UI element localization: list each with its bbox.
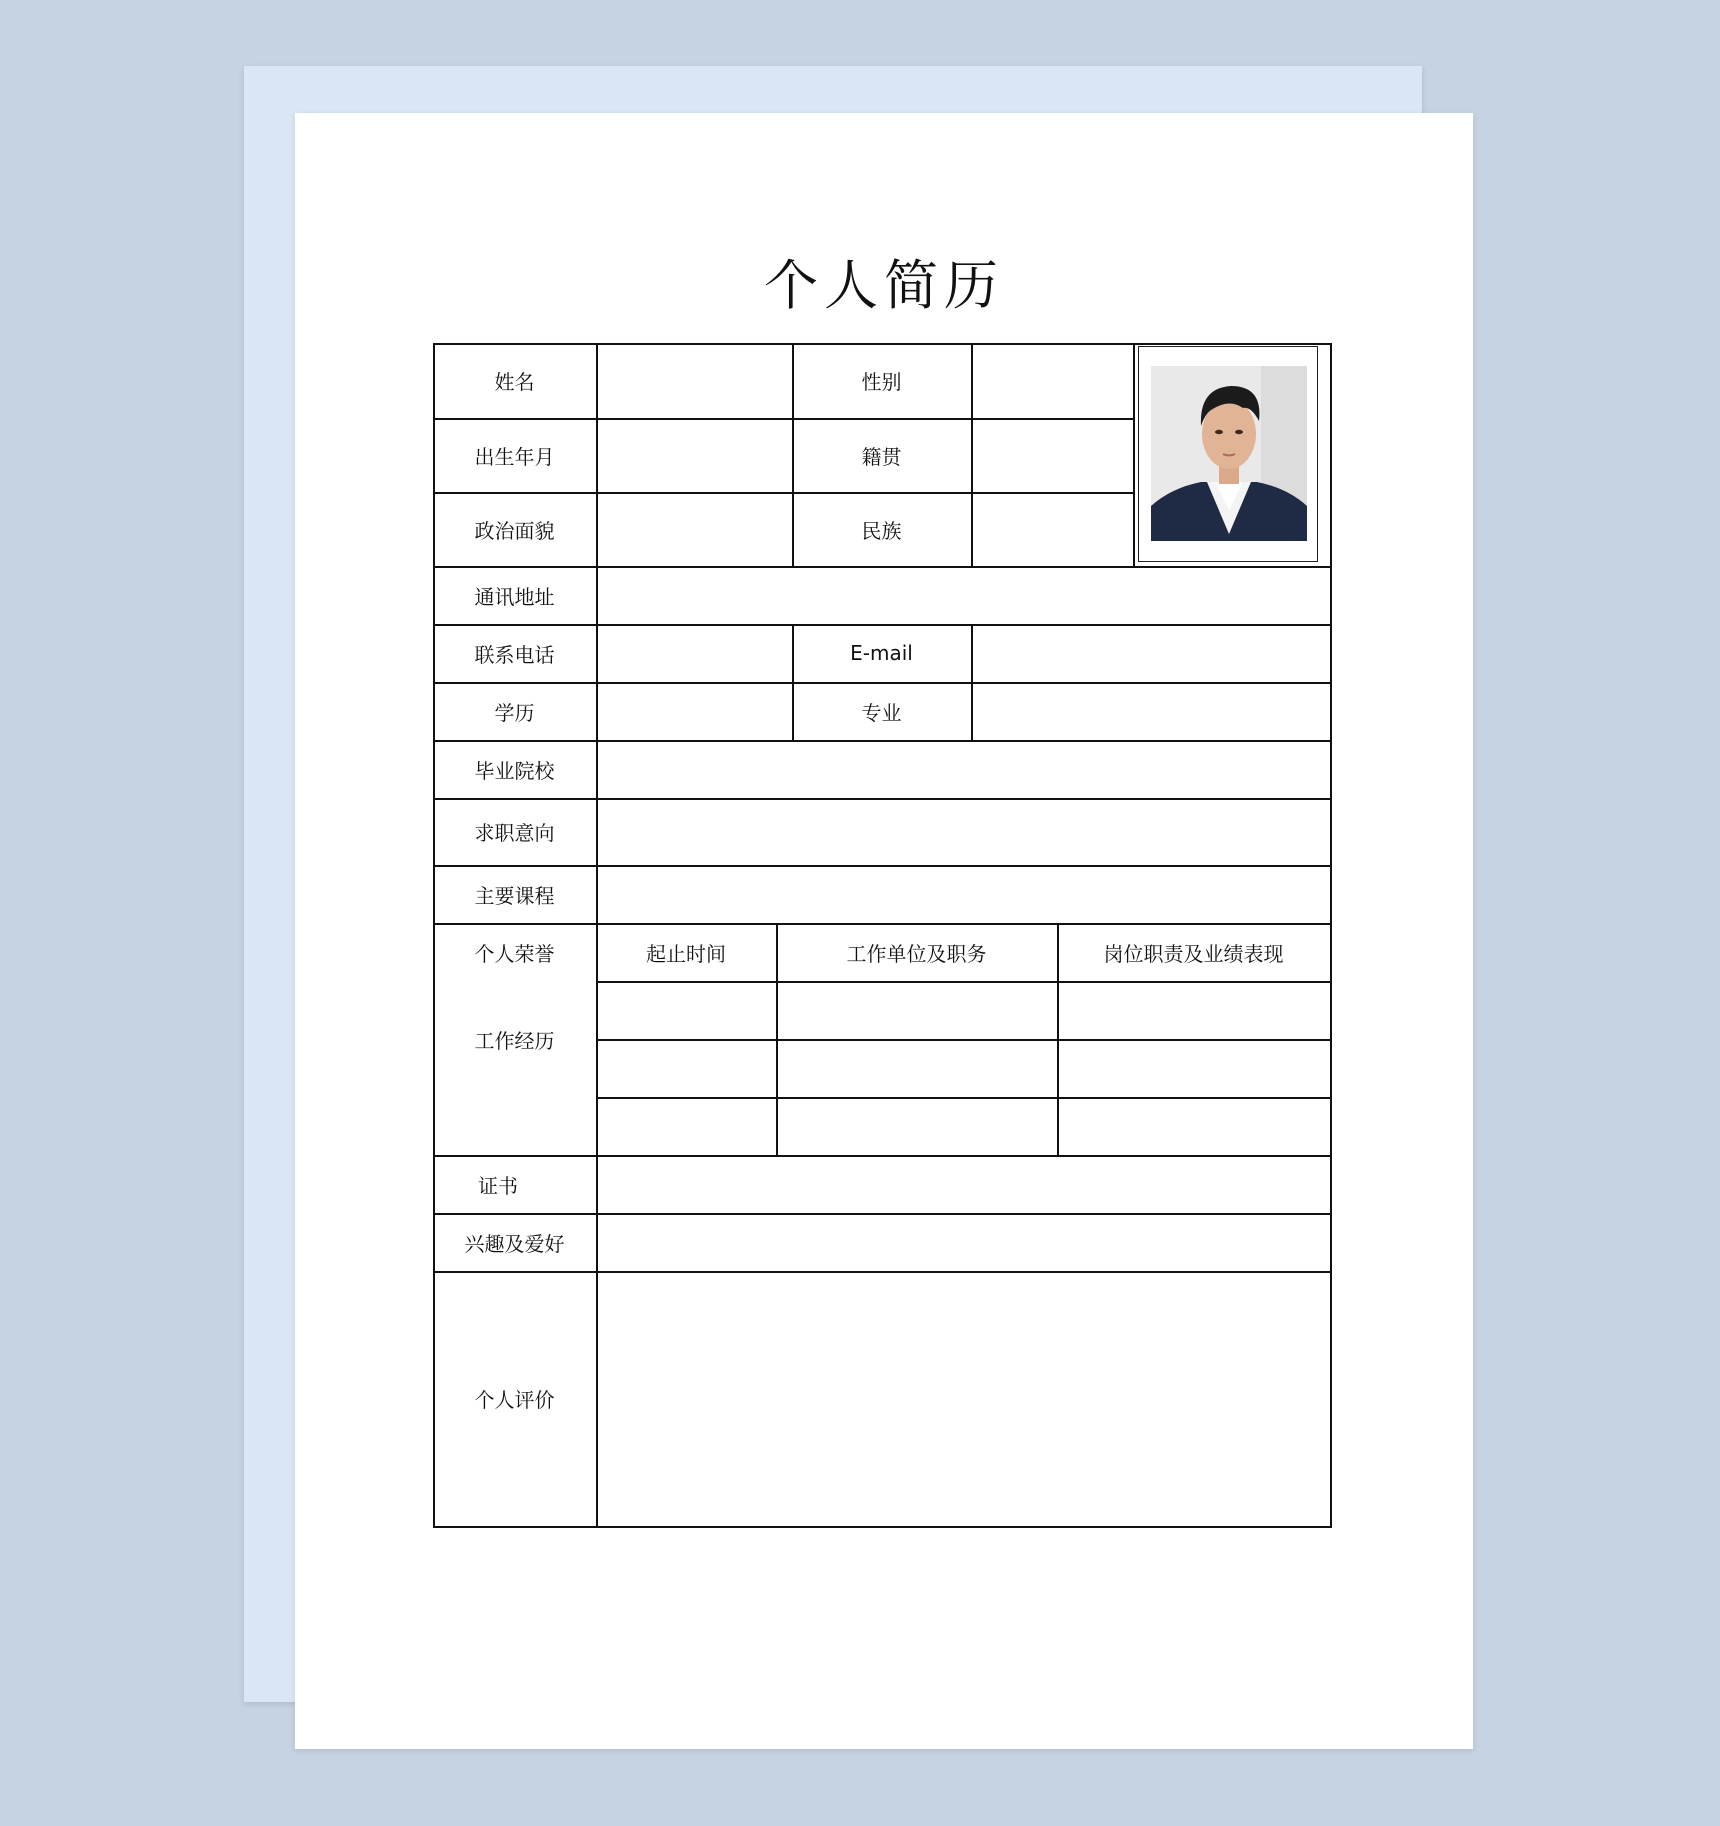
- ethnicity-field[interactable]: [971, 492, 1133, 566]
- major-field[interactable]: [971, 682, 1330, 740]
- label-education: 学历: [494, 700, 535, 725]
- name-field[interactable]: [596, 343, 792, 418]
- label-school: 毕业院校: [474, 758, 555, 783]
- email-field[interactable]: [971, 624, 1330, 682]
- hobbies-field[interactable]: [596, 1213, 1330, 1271]
- gender-field[interactable]: [971, 343, 1133, 418]
- phone-field[interactable]: [596, 624, 792, 682]
- label-hobbies: 兴趣及爱好: [464, 1231, 565, 1256]
- work-header-duties: 岗位职责及业绩表现: [1103, 941, 1284, 966]
- person-portrait-icon: [1151, 366, 1307, 541]
- work-row-3-period[interactable]: [596, 1097, 776, 1155]
- label-address: 通讯地址: [474, 584, 555, 609]
- work-header-period: 起止时间: [646, 941, 726, 966]
- label-native-place: 籍贯: [861, 444, 902, 469]
- table-border-right: [1330, 343, 1332, 1528]
- label-political-status: 政治面貌: [474, 518, 555, 543]
- grid-line: [1133, 343, 1135, 567]
- label-phone: 联系电话: [474, 642, 555, 667]
- job-intention-field[interactable]: [596, 798, 1330, 865]
- courses-field[interactable]: [596, 865, 1330, 923]
- label-name: 姓名: [494, 370, 535, 394]
- work-header-employer: 工作单位及职务: [846, 941, 987, 966]
- label-job-intention: 求职意向: [474, 821, 555, 845]
- label-self-evaluation: 个人评价: [474, 1388, 555, 1412]
- label-email: E-mail: [850, 641, 913, 665]
- work-row-1-duties[interactable]: [1057, 981, 1330, 1039]
- address-field[interactable]: [596, 566, 1330, 624]
- label-birth: 出生年月: [474, 444, 555, 469]
- education-field[interactable]: [596, 682, 792, 740]
- political-status-field[interactable]: [596, 492, 792, 566]
- school-field[interactable]: [596, 740, 1330, 798]
- work-row-1-employer[interactable]: [776, 981, 1057, 1039]
- profile-photo: [1151, 366, 1307, 541]
- work-row-2-duties[interactable]: [1057, 1039, 1330, 1097]
- label-gender: 性别: [861, 370, 902, 394]
- resume-page: [295, 113, 1473, 1749]
- label-courses: 主要课程: [474, 883, 555, 908]
- label-major: 专业: [861, 700, 902, 725]
- work-row-3-duties[interactable]: [1057, 1097, 1330, 1155]
- resume-table: [433, 343, 1332, 1591]
- document-title: 个人简历: [764, 254, 1004, 317]
- work-row-2-employer[interactable]: [776, 1039, 1057, 1097]
- work-row-2-period[interactable]: [596, 1039, 776, 1097]
- label-work-experience: 工作经历: [474, 1028, 555, 1053]
- birth-field[interactable]: [596, 418, 792, 492]
- label-ethnicity: 民族: [861, 518, 902, 543]
- certificates-field[interactable]: [596, 1155, 1330, 1213]
- label-certificates: 证书: [478, 1173, 518, 1198]
- work-row-3-employer[interactable]: [776, 1097, 1057, 1155]
- self-evaluation-field[interactable]: [596, 1271, 1330, 1526]
- table-border-bottom: [433, 1526, 1332, 1528]
- label-honors: 个人荣誉: [474, 941, 555, 966]
- work-row-1-period[interactable]: [596, 981, 776, 1039]
- native-place-field[interactable]: [971, 418, 1133, 492]
